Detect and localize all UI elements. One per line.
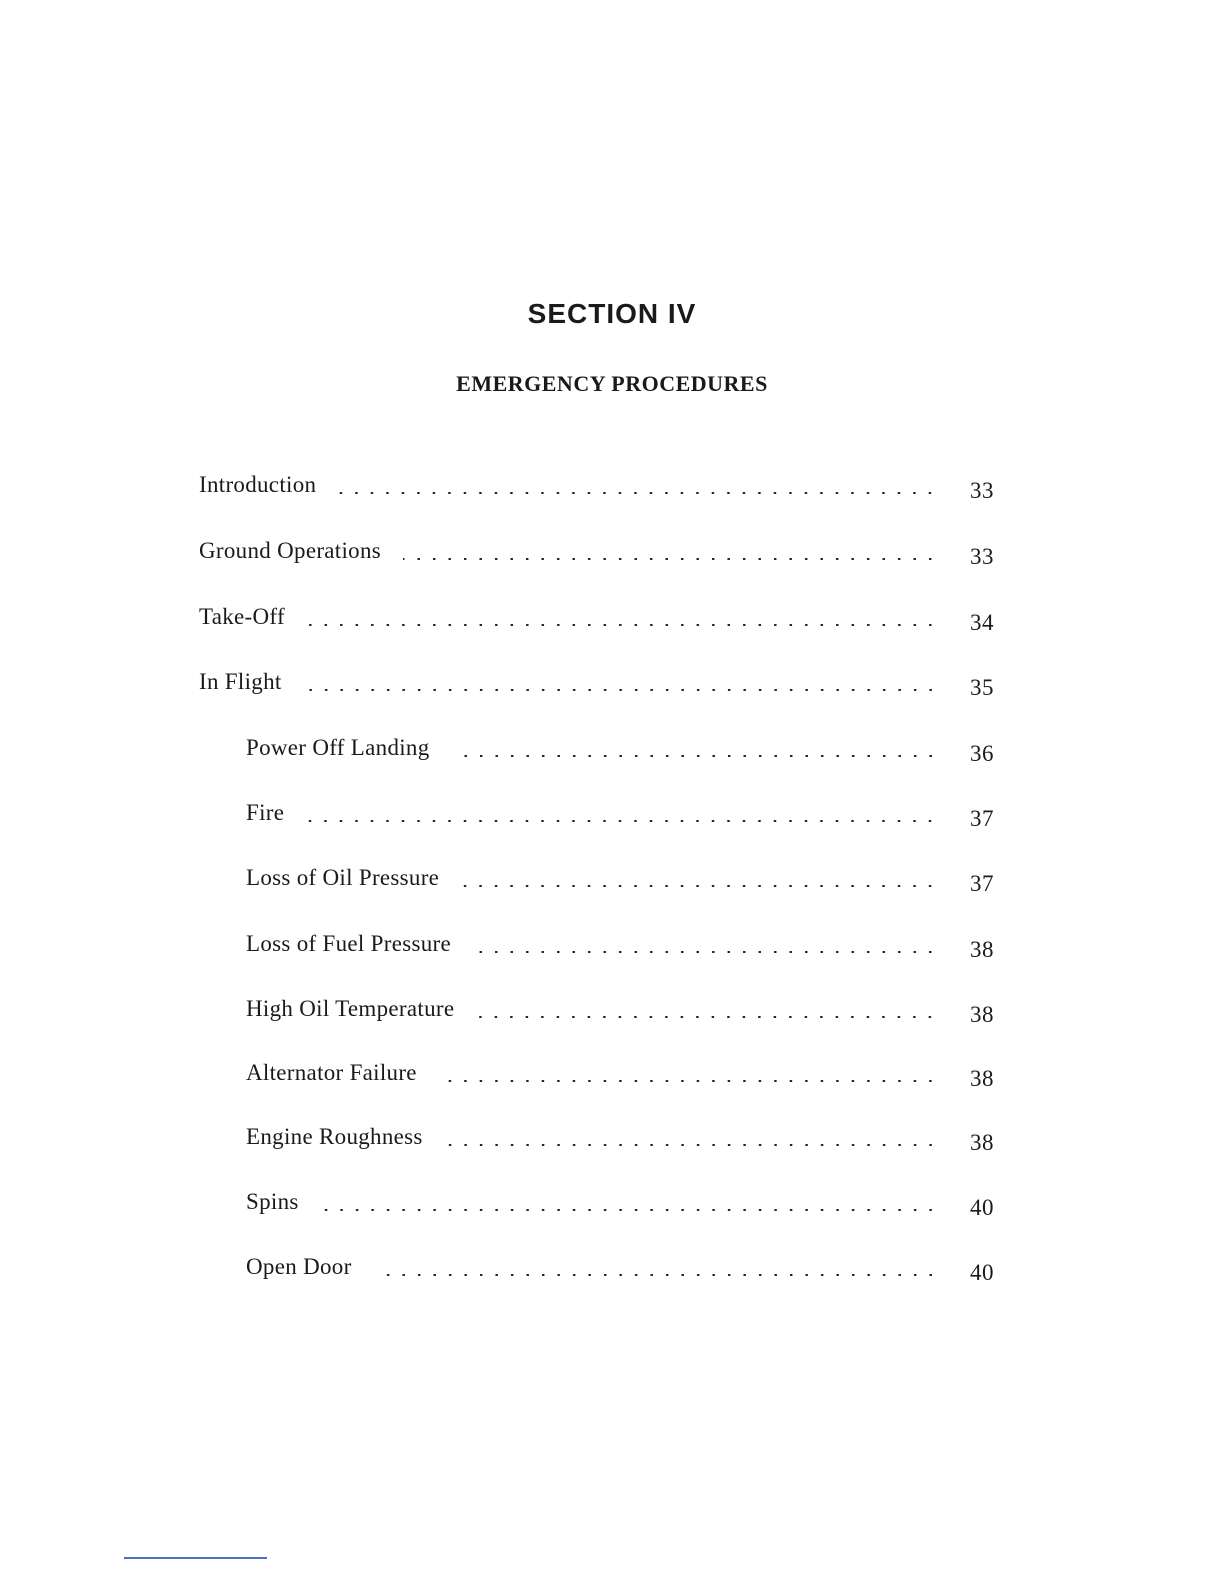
dot-leader (445, 1144, 938, 1146)
dot-leader (338, 492, 938, 494)
toc-entry-alternator-failure (246, 1060, 994, 1090)
toc-entry-label: Spins (246, 1189, 299, 1214)
toc-entry-page: 37 (970, 871, 994, 896)
toc-entry-page: 38 (970, 1002, 994, 1027)
dot-leader (473, 951, 938, 953)
dot-leader (321, 1209, 938, 1211)
toc-entry-page: 35 (970, 675, 994, 700)
toc-entry-page: 38 (970, 1066, 994, 1091)
toc-entry-introduction (199, 472, 994, 502)
dot-leader (306, 820, 938, 822)
toc-entry-power-off-landing (246, 735, 994, 765)
toc-entry-label: Take-Off (199, 604, 285, 629)
toc-entry-ground-operations (199, 538, 994, 568)
toc-entry-label: Fire (246, 800, 285, 825)
toc-entry-page: 34 (970, 610, 994, 635)
dot-leader (307, 624, 938, 626)
toc-entry-page: 33 (970, 544, 994, 569)
toc-entry-label: In Flight (199, 669, 282, 694)
toc-entry-open-door (246, 1254, 994, 1284)
toc-entry-loss-of-oil-pressure (246, 865, 994, 895)
toc-entry-page: 38 (970, 1130, 994, 1155)
toc-entry-fire (246, 800, 994, 830)
toc-entry-high-oil-temperature (246, 996, 994, 1026)
toc-entry-label: Alternator Failure (246, 1060, 417, 1085)
toc-entry-page: 38 (970, 937, 994, 962)
dot-leader (374, 1274, 938, 1276)
toc-entry-page: 36 (970, 741, 994, 766)
toc-entry-in-flight (199, 669, 994, 699)
toc-entry-page: 40 (970, 1195, 994, 1220)
toc-entry-page: 40 (970, 1260, 994, 1285)
toc-entry-loss-of-fuel-pressure (246, 931, 994, 961)
dot-leader (452, 755, 938, 757)
toc-entry-label: Introduction (199, 472, 317, 497)
dot-leader (304, 689, 938, 691)
section-subheading: EMERGENCY PROCEDURES (456, 371, 768, 396)
toc-entry-take-off (199, 604, 994, 634)
toc-entry-page: 37 (970, 806, 994, 831)
toc-entry-spins (246, 1189, 994, 1219)
dot-leader (403, 558, 938, 560)
toc-entry-label: Engine Roughness (246, 1124, 423, 1149)
toc-entry-label: Loss of Fuel Pressure (246, 931, 451, 956)
toc-entry-label: Open Door (246, 1254, 352, 1279)
dot-leader (439, 1080, 938, 1082)
footer-rule (124, 1557, 267, 1559)
toc-entry-label: Loss of Oil Pressure (246, 865, 440, 890)
toc-entry-label: Power Off Landing (246, 735, 430, 760)
toc-entry-engine-roughness (246, 1124, 994, 1154)
toc-entry-label: Ground Operations (199, 538, 382, 563)
dot-leader (461, 885, 938, 887)
dot-leader (476, 1016, 938, 1018)
toc-entry-page: 33 (970, 478, 994, 503)
toc-entry-label: High Oil Temperature (246, 996, 455, 1021)
section-heading: SECTION IV (527, 298, 697, 329)
